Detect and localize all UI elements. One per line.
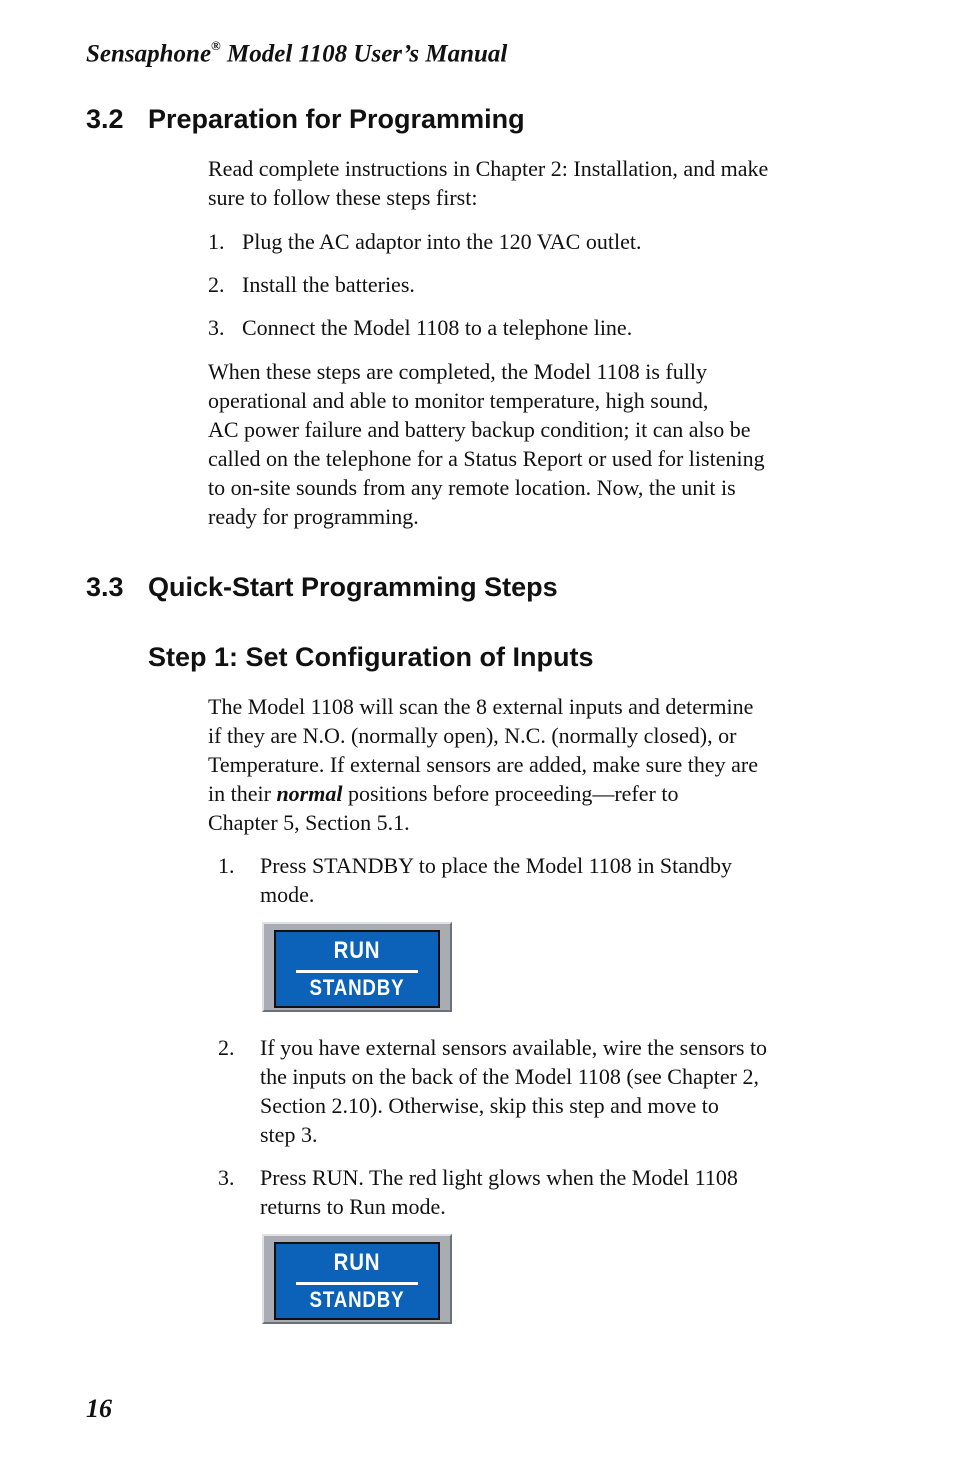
- run-standby-button[interactable]: RUN STANDBY: [274, 930, 440, 1008]
- divider: [296, 970, 418, 973]
- step-1-item: 1. Press STANDBY to place the Model 1108 in Standby mode.: [218, 853, 733, 907]
- prep-step: 1. Plug the AC adaptor into the 120 VAC outlet.: [208, 229, 642, 254]
- prep-step: 3. Connect the Model 1108 to a telephone line.: [208, 315, 633, 340]
- step-1-heading: Step 1: Set Configuration of Inputs: [148, 642, 594, 672]
- registered-mark: ®: [211, 38, 221, 53]
- divider: [296, 1282, 418, 1285]
- section-3-2-closing: When these steps are completed, the Model 1108 is fully operational and able to monitor temperature, high sound, AC power failure and battery backup condition; it can also be called on the telephone for a Status Report or used for listening to on-site sounds from any remote location. Now, the unit is ready for programming.: [208, 359, 765, 529]
- prep-step: 2. Install the batteries.: [208, 272, 415, 297]
- brand-name: Sensaphone: [86, 40, 212, 68]
- step-1-intro: The Model 1108 will scan the 8 external inputs and determine if they are N.O. (normally open), N.C. (normally closed), or Temperature. If external sensors are added, make sure they are in their normal positions before proceeding—refer to Chapter 5, Section 5.1.: [208, 694, 759, 835]
- section-heading-3-2: 3.2 Preparation for Programming: [86, 104, 525, 134]
- section-3-2-intro: Read complete instructions in Chapter 2: Installation, and make sure to follow these steps first:: [208, 156, 769, 210]
- run-standby-button-panel: [262, 922, 452, 1012]
- section-heading-3-3: 3.3 Quick-Start Programming Steps: [86, 572, 558, 602]
- step-1-item: 2. If you have external sensors available, wire the sensors to the inputs on the back of the Model 1108 (see Chapter 2, Section 2.10). Otherwise, skip this step and move to step 3.: [218, 1035, 768, 1147]
- step-1-item: 3. Press RUN. The red light glows when the Model 1108 returns to Run mode.: [218, 1165, 738, 1219]
- run-standby-button[interactable]: RUN STANDBY: [274, 1242, 440, 1320]
- manual-title: Model 1108 User’s Manual: [220, 40, 508, 68]
- emphasis-normal: normal: [276, 781, 343, 806]
- page-number: 16: [86, 1394, 112, 1423]
- run-standby-button-panel: [262, 1234, 452, 1324]
- running-header: [86, 40, 507, 68]
